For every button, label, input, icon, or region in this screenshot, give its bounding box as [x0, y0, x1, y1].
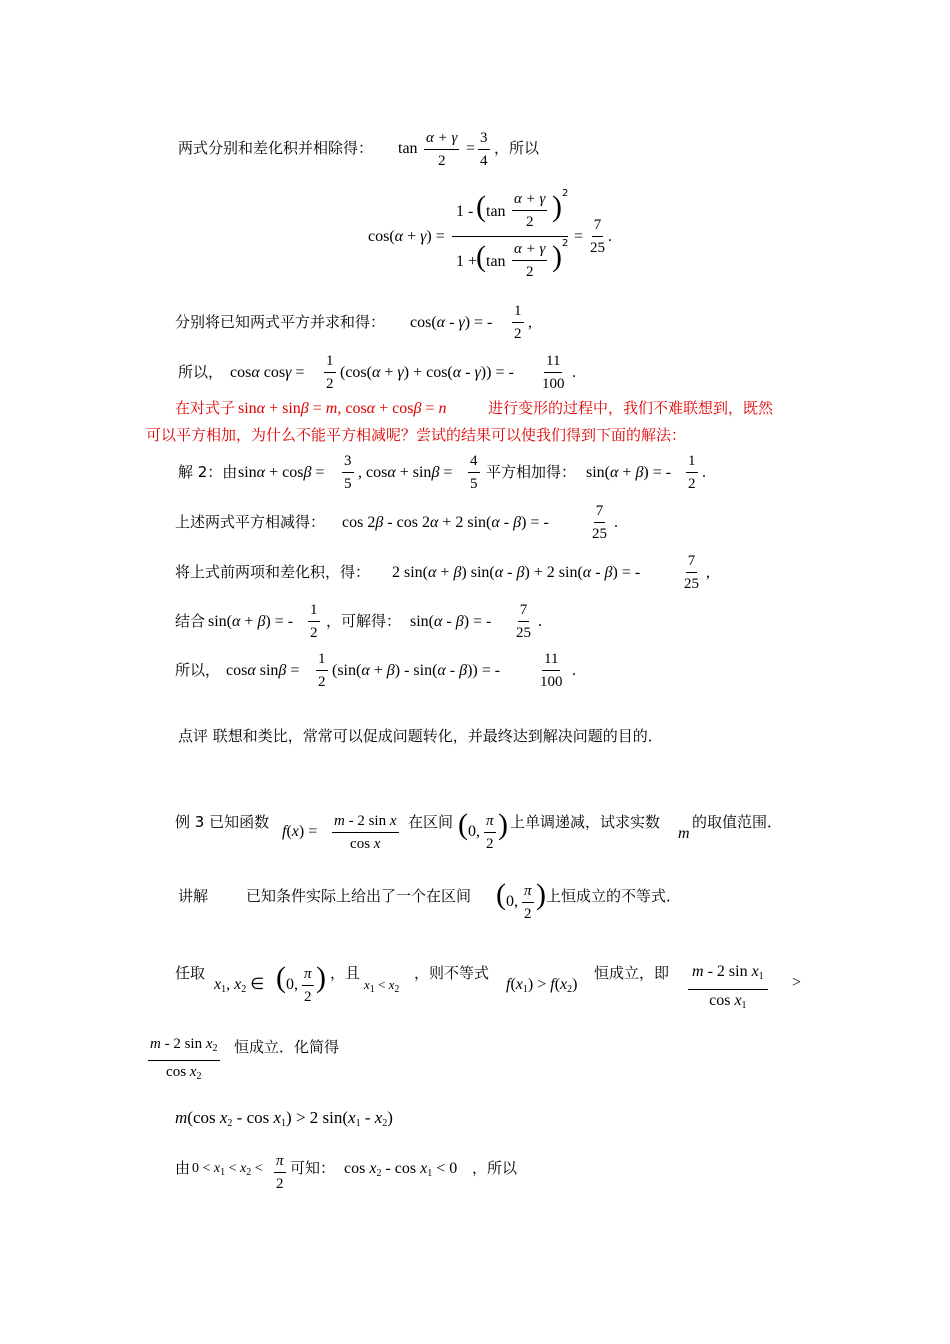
document-page: 两式分别和差化积并相除得： tan α + γ 2 = 3 4 ，所以 cos(α + γ) = 1 - ( tan α + γ 2 ) 2 1 + ( tan α + γ 2 ) 2 = 7 25 . 分别将已知两式平方并求和得： cos(α - γ) = - 1 2 , 所以， cosα cosγ = 1 2 (cos(α + γ) + cos(α - γ)) = - 11 100 . 在对式子 sinα + sinβ = m, cosα + cosβ = n 进行变形的过程中，我们不难联想到，既然 可以平方相加，为什么不能平方相减呢？尝试的结果可以使我们得到下面的解法： 解 2：由 sinα + cosβ = 3 5 , cosα + sinβ = 4 5 平方相加得： sin(α + β) = - 1 2 . 上述两式平方相减得： cos 2β - cos 2α + 2 sin(α - β) = - 7 25 . 将上式前两项和差化积，得： 2 sin(α + β) sin(α - β) + 2 sin(α - β) = - 7 25 , 结合 sin(α + β) = - 1 2 ，可解得： sin(α - β) = - 7 25 . 所以， cosα sinβ = 1 2 (sin(α + β) - sin(α - β)) = - 11 100 . 点评 联想和类比，常常可以促成问题转化，并最终达到解决问题的目的． 例 3 已知函数 f(x) = m - 2 sin x cos x 在区间 ( 0, π 2 ) 上单调递减，试求实数 m 的取值范围． 讲解 已知条件实际上给出了一个在区间 ( 0, π 2 ) 上恒成立的不等式． 任取 $x_1$, $x_2$ ∈ ( 0, π 2 ) ，且 $x_1 < x_2$ ，则不等式 $f(x_1) > f(x_2)$ 恒成立，即 m - 2 $\sin x_1$ $\cos x_1$ > m - 2 $\sin x_2$ $\cos x_2$ 恒成立．化简得 m(cos $x_2 - \cos x_1) > 2$ $\sin(x_1 - x_2)$ 由 $0 < x_1 < x_2$ < π 2 可知： $\cos x_2 - \cos x_1 < 0$ ，所以	[146, 130, 802, 1192]
text: 两式分别和差化积并相除得：	[178, 139, 374, 157]
text: ，所以	[494, 139, 540, 157]
